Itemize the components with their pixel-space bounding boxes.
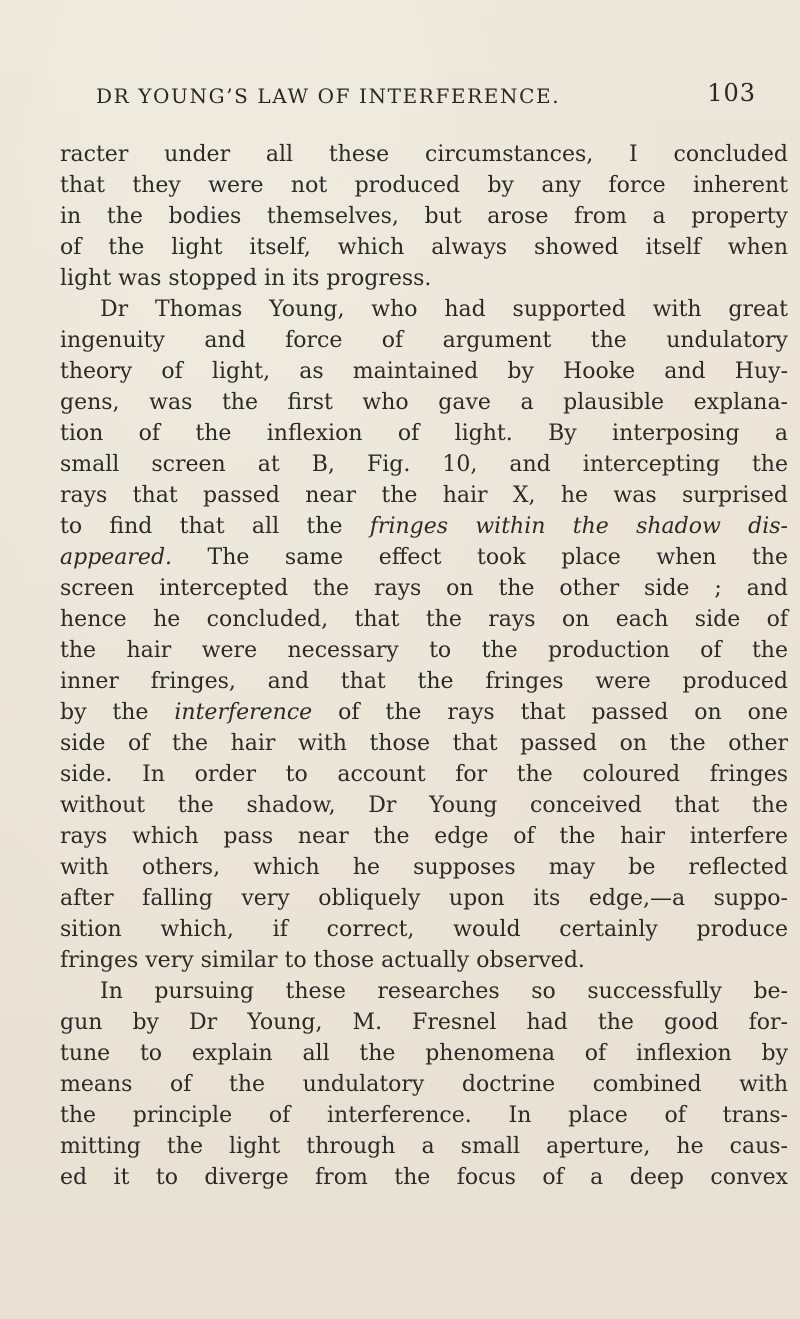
text-line: without the shadow, Dr Young conceived that the	[60, 793, 788, 818]
text-line: In pursuing these researches so successfully be-	[100, 979, 788, 1004]
text-line: after falling very obliquely upon its edge,—a suppo-	[60, 886, 788, 911]
text-line	[60, 511, 788, 542]
text-line: theory of light, as maintained by Hooke and Huy-	[60, 359, 788, 384]
text-line: rays that passed near the hair X, he was surprised	[60, 483, 788, 508]
text-line: side. In order to account for the coloured fringes	[60, 762, 788, 787]
line-segment: by the	[60, 700, 175, 725]
page-number: 103	[707, 79, 756, 107]
text-line: ed it to diverge from the focus of a deep convex	[60, 1165, 788, 1190]
text-line: of the light itself, which always showed itself when	[60, 235, 788, 260]
text-line: the hair were necessary to the production of the	[60, 638, 788, 663]
text-line: in the bodies themselves, but arose from a property	[60, 204, 788, 229]
body-text	[60, 139, 788, 1193]
line-segment: to find that all the	[60, 514, 370, 539]
text-line: means of the undulatory doctrine combined with	[60, 1072, 788, 1097]
text-line: Dr Thomas Young, who had supported with great	[100, 297, 788, 322]
text-line	[60, 542, 788, 573]
text-line: hence he concluded, that the rays on each side of	[60, 607, 788, 632]
text-line: gun by Dr Young, M. Fresnel had the good for-	[60, 1010, 788, 1035]
text-line: that they were not produced by any force inherent	[60, 173, 788, 198]
text-line: racter under all these circumstances, I concluded	[60, 142, 788, 167]
text-line: side of the hair with those that passed on the other	[60, 731, 788, 756]
line-segment: The same effect took place when the	[172, 545, 788, 570]
text-line: gens, was the first who gave a plausible explana-	[60, 390, 788, 415]
text-line: fringes very similar to those actually observed.	[60, 948, 585, 973]
text-line: screen intercepted the rays on the other side ; and	[60, 576, 788, 601]
italic-segment: interference	[174, 700, 313, 725]
italic-segment: fringes within the shadow dis-	[369, 514, 788, 539]
text-line: tion of the inflexion of light. By interposing a	[60, 421, 788, 446]
text-line: small screen at B, Fig. 10, and intercepting the	[60, 452, 788, 477]
text-line: ingenuity and force of argument the undulatory	[60, 328, 788, 353]
text-line: mitting the light through a small aperture, he caus-	[60, 1134, 788, 1159]
text-line: tune to explain all the phenomena of inflexion by	[60, 1041, 788, 1066]
text-line: the principle of interference. In place of trans-	[60, 1103, 788, 1128]
running-title: DR YOUNG’S LAW OF INTERFERENCE.	[96, 84, 561, 108]
text-line: inner fringes, and that the fringes were produced	[60, 669, 788, 694]
page-header	[96, 79, 756, 124]
text-line: light was stopped in its progress.	[60, 266, 432, 291]
text-line	[60, 697, 788, 728]
text-line: sition which, if correct, would certainly produce	[60, 917, 788, 942]
line-segment: of the rays that passed on one	[312, 700, 789, 725]
italic-segment: appeared.	[60, 545, 173, 570]
text-line: rays which pass near the edge of the hair interfere	[60, 824, 788, 849]
text-line: with others, which he supposes may be reflected	[60, 855, 788, 880]
